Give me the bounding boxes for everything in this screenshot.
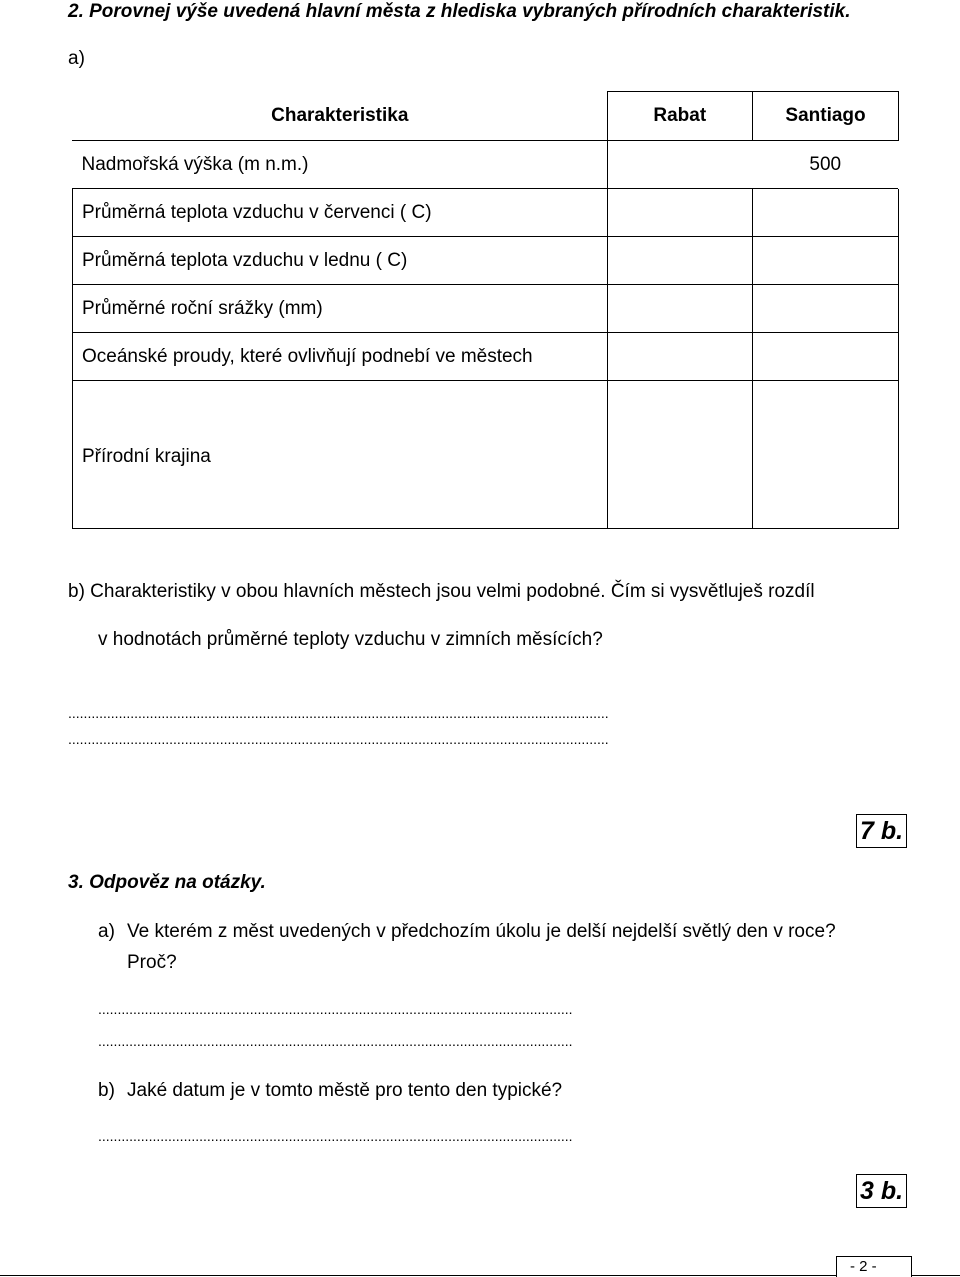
answer-line[interactable]: ........................................................................................................................................... bbox=[68, 731, 609, 747]
cell-rabat-precipitation[interactable] bbox=[607, 285, 753, 333]
table-row bbox=[73, 141, 899, 189]
cell-rabat-landscape[interactable] bbox=[607, 381, 753, 529]
points-badge-task2: 7 b. bbox=[856, 814, 907, 848]
task-2-heading: 2. Porovnej výše uvedená hlavní města z hlediska vybraných přírodních charakteristik. bbox=[68, 1, 851, 22]
row-label-july-temp: Průměrná teplota vzduchu v červenci ( C) bbox=[73, 189, 608, 237]
header-characteristic: Charakteristika bbox=[73, 92, 608, 141]
cell-santiago-precipitation[interactable] bbox=[753, 285, 899, 333]
cell-rabat-altitude[interactable] bbox=[607, 141, 753, 189]
characteristics-table bbox=[72, 91, 899, 529]
table-row bbox=[73, 285, 899, 333]
cell-rabat-july-temp[interactable] bbox=[607, 189, 753, 237]
part-a-label: a) bbox=[68, 48, 85, 69]
row-label-ocean-currents: Oceánské proudy, které ovlivňují podnebí ve městech bbox=[73, 333, 608, 381]
table-row bbox=[73, 333, 899, 381]
cell-rabat-january-temp[interactable] bbox=[607, 237, 753, 285]
answer-line[interactable]: .......................................................................................................................... bbox=[98, 1001, 573, 1017]
answer-line[interactable]: .......................................................................................................................... bbox=[98, 1033, 573, 1049]
task3-b-marker: b) bbox=[98, 1080, 115, 1101]
part-b-question-line1: b) Charakteristiky v obou hlavních městech jsou velmi podobné. Čím si vysvětluješ rozdíl bbox=[68, 581, 815, 602]
table-row bbox=[73, 381, 899, 529]
task3-a-marker: a) bbox=[98, 921, 115, 942]
row-label-precipitation: Průměrné roční srážky (mm) bbox=[73, 285, 608, 333]
task3-b-question: Jaké datum je v tomto městě pro tento den typické? bbox=[127, 1080, 563, 1101]
cell-santiago-altitude[interactable]: 500 bbox=[753, 141, 899, 189]
table-row bbox=[73, 189, 899, 237]
cell-santiago-january-temp[interactable] bbox=[753, 237, 899, 285]
answer-line[interactable]: .......................................................................................................................... bbox=[98, 1128, 573, 1144]
table-header-row bbox=[73, 92, 899, 141]
page-number: - 2 - bbox=[850, 1258, 877, 1275]
cell-santiago-july-temp[interactable] bbox=[753, 189, 899, 237]
row-label-altitude: Nadmořská výška (m n.m.) bbox=[73, 141, 608, 189]
part-b-question-line2: v hodnotách průměrné teploty vzduchu v zimních měsících? bbox=[98, 629, 603, 650]
task3-a-question: Ve kterém z měst uvedených v předchozím úkolu je delší nejdelší světlý den v roce? bbox=[127, 921, 836, 942]
row-label-january-temp: Průměrná teplota vzduchu v lednu ( C) bbox=[73, 237, 608, 285]
task3-a-question-why: Proč? bbox=[127, 952, 177, 973]
points-badge-task3: 3 b. bbox=[856, 1174, 907, 1208]
cell-santiago-landscape[interactable] bbox=[753, 381, 899, 529]
cell-santiago-ocean-currents[interactable] bbox=[753, 333, 899, 381]
cell-rabat-ocean-currents[interactable] bbox=[607, 333, 753, 381]
header-rabat: Rabat bbox=[607, 92, 753, 141]
header-santiago: Santiago bbox=[753, 92, 899, 141]
task-3-heading: 3. Odpověz na otázky. bbox=[68, 872, 266, 893]
row-label-landscape: Přírodní krajina bbox=[73, 381, 608, 529]
answer-line[interactable]: ........................................................................................................................................... bbox=[68, 705, 609, 721]
table-row bbox=[73, 237, 899, 285]
